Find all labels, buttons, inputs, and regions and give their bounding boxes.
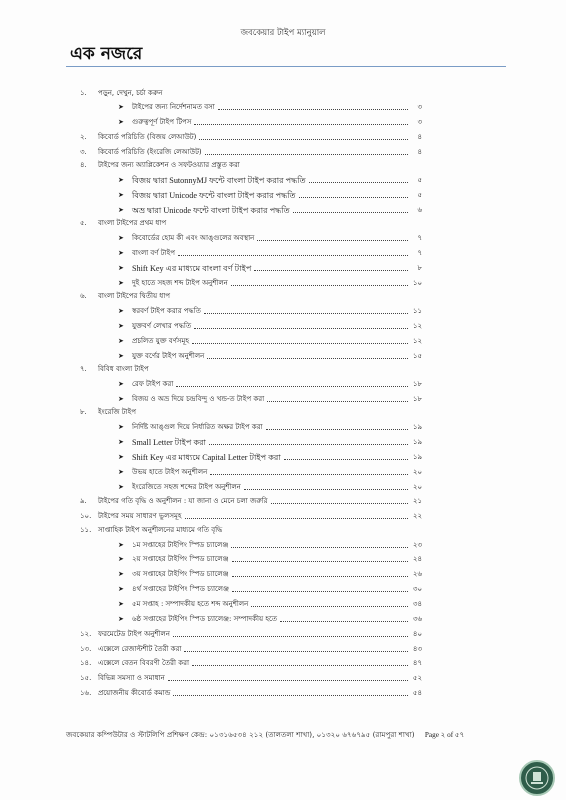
dot-leader bbox=[231, 284, 408, 286]
toc-section-label: পড়ুন, দেখুন, চর্চা করুন bbox=[98, 88, 163, 97]
toc-page-number: ৪ bbox=[417, 147, 422, 156]
toc-subitem-label: Small Letter টাইপ করা bbox=[132, 438, 207, 448]
arrow-bullet-icon: ➤ bbox=[118, 176, 124, 185]
toc-entry-label: প্রয়োজনীয় কীবোর্ড কমান্ড bbox=[98, 689, 171, 698]
dot-leader bbox=[184, 650, 408, 652]
toc-subitem-label: ইংরেজিতে সহজ শব্দের টাইপ অনুশীলন bbox=[132, 482, 241, 491]
toc-number: ৮. bbox=[80, 408, 87, 417]
dot-leader bbox=[293, 211, 408, 213]
toc-subitem bbox=[80, 273, 422, 288]
toc-page-number: ১০ bbox=[412, 278, 422, 287]
arrow-bullet-icon: ➤ bbox=[118, 423, 124, 432]
arrow-bullet-icon: ➤ bbox=[118, 249, 124, 258]
dot-leader bbox=[210, 473, 408, 475]
toc-section-heading bbox=[80, 361, 422, 375]
toc-entry bbox=[80, 639, 422, 654]
toc-page-number: ২১ bbox=[412, 497, 422, 506]
arrow-bullet-icon: ➤ bbox=[118, 555, 124, 564]
toc-subitem bbox=[80, 550, 422, 565]
toc-section-heading bbox=[80, 215, 422, 229]
toc-entry bbox=[80, 654, 422, 669]
toc-page-number: ৪ bbox=[417, 133, 422, 142]
toc-subitem bbox=[80, 594, 422, 609]
toc-section-label: বাংলা টাইপের দ্বিতীয় ধাপ bbox=[98, 292, 171, 301]
arrow-bullet-icon: ➤ bbox=[118, 585, 124, 594]
toc-subitem-label: যুক্ত বর্ণের টাইপ অনুশীলন bbox=[132, 351, 205, 360]
toc-page-number: ৬ bbox=[417, 205, 422, 214]
dot-leader bbox=[185, 517, 408, 519]
toc-number: ৫. bbox=[80, 219, 87, 228]
toc-subitem-label: বাংলা বর্ণ টাইপ bbox=[132, 249, 176, 258]
toc-page-number: ১৯ bbox=[412, 452, 422, 461]
toc-entry bbox=[80, 683, 422, 698]
toc-page-number: ৫ bbox=[417, 176, 422, 185]
dot-leader bbox=[254, 269, 408, 271]
toc-subitem bbox=[80, 228, 422, 243]
dot-leader bbox=[280, 620, 408, 622]
toc-page-number: ১২ bbox=[412, 336, 422, 345]
toc-number: ৩. bbox=[80, 147, 87, 156]
toc-subitem-label: যুক্তবর্ণ লেখার পদ্ধতি bbox=[132, 321, 192, 330]
toc-entry-label: কিবোর্ড পরিচিতি (ইংরেজি লেআউট) bbox=[98, 147, 202, 156]
toc-subitem-label: টাইপের জন্য নির্দেশনামত বসা bbox=[132, 103, 215, 112]
toc-section-label: টাইপের জন্য অ্যাপ্লিকেশন ও সফটওয়্যার প্রস্তুত করা bbox=[98, 161, 240, 170]
toc-subitem bbox=[80, 432, 422, 447]
toc-number: ১১. bbox=[80, 525, 92, 534]
toc-subitem bbox=[80, 564, 422, 579]
toc-page-number: ৪০ bbox=[412, 629, 422, 638]
arrow-bullet-icon: ➤ bbox=[118, 321, 124, 330]
arrow-bullet-icon: ➤ bbox=[118, 234, 124, 243]
toc-subitem bbox=[80, 316, 422, 331]
dot-leader bbox=[309, 181, 408, 183]
brand-logo-icon bbox=[519, 760, 555, 796]
toc-entry bbox=[80, 127, 422, 142]
toc-page-number: ১৯ bbox=[412, 438, 422, 447]
toc-number: ১৪. bbox=[80, 659, 92, 668]
toc-subitem bbox=[80, 374, 422, 389]
dot-leader bbox=[204, 312, 408, 314]
dot-leader bbox=[284, 458, 408, 460]
arrow-bullet-icon: ➤ bbox=[118, 599, 124, 608]
footer-contact: জবকেয়ার কম্পিউটার ও স্টাটলিপি প্রশিক্ষণ কেন্দ্র: ০১৩১৬৫৩৪ ২১২ (তালতলা শাখা), ০১৩২০ ৬৭৬৭৯৫ (রামপুরা শাখা) bbox=[66, 730, 415, 739]
arrow-bullet-icon: ➤ bbox=[118, 614, 124, 623]
arrow-bullet-icon: ➤ bbox=[118, 118, 124, 127]
toc-entry bbox=[80, 506, 422, 521]
page-title: এক নজরে bbox=[70, 44, 143, 64]
toc-page-number: ২৪ bbox=[412, 555, 422, 564]
toc-subitem bbox=[80, 170, 422, 185]
page-footer bbox=[66, 730, 516, 742]
toc-subitem-label: উভয় হাতে টাইপ অনুশীলন bbox=[132, 467, 208, 476]
toc-subitem-label: বিজয় ও অভ্র দিয়ে চন্দ্রবিন্দু ও খন্ড-ত টাইপ করা bbox=[132, 394, 265, 403]
arrow-bullet-icon: ➤ bbox=[118, 205, 124, 214]
title-underline bbox=[66, 66, 506, 67]
dot-leader bbox=[257, 239, 408, 241]
toc-page-number: ৪৭ bbox=[412, 659, 422, 668]
toc-page-number: ৮ bbox=[417, 263, 422, 272]
dot-leader bbox=[299, 196, 408, 198]
toc-entry-label: এক্সেলে রেজাল্টশীট তৈরী করা bbox=[98, 644, 182, 653]
toc-page-number: ২৩ bbox=[412, 540, 422, 549]
toc-subitem bbox=[80, 185, 422, 200]
toc-page-number: ৩৬ bbox=[412, 614, 422, 623]
toc-subitem-label: কিবোর্ডের হোম কী এবং আঙ্গুলের অবস্থান bbox=[132, 234, 255, 243]
toc-subitem bbox=[80, 112, 422, 127]
toc-entry bbox=[80, 142, 422, 157]
dot-leader bbox=[231, 546, 408, 548]
table-of-contents bbox=[80, 84, 422, 698]
arrow-bullet-icon: ➤ bbox=[118, 263, 124, 272]
toc-number: ১২. bbox=[80, 629, 92, 638]
arrow-bullet-icon: ➤ bbox=[118, 191, 124, 200]
toc-page-number: ৭ bbox=[417, 249, 422, 258]
dot-leader bbox=[218, 108, 408, 110]
dot-leader bbox=[205, 153, 408, 155]
toc-subitem-label: রেফ টাইপ করা bbox=[132, 380, 174, 388]
dot-leader bbox=[271, 502, 409, 504]
toc-subitem-label: নির্দিষ্ট আঙ্গুল দিয়ে নির্ধারিত অক্ষর টাইপ করা bbox=[132, 423, 263, 432]
toc-page-number: ১২ bbox=[412, 321, 422, 330]
toc-page-number: ১৯ bbox=[412, 423, 422, 432]
toc-page-number: ১১ bbox=[412, 307, 422, 316]
dot-leader bbox=[232, 590, 408, 592]
toc-entry bbox=[80, 668, 422, 683]
toc-page-number: ১৫ bbox=[412, 351, 422, 360]
toc-number: ৭. bbox=[80, 365, 87, 374]
dot-leader bbox=[176, 385, 408, 387]
toc-page-number: ৩ bbox=[417, 118, 422, 127]
toc-section-heading bbox=[80, 404, 422, 418]
toc-subitem bbox=[80, 477, 422, 492]
toc-number: ১. bbox=[80, 88, 87, 97]
arrow-bullet-icon: ➤ bbox=[118, 278, 124, 287]
toc-entry-label: কিবোর্ড পরিচিতি (বিজয় লেআউট) bbox=[98, 133, 197, 142]
toc-subitem-label: ৬ষ্ঠ সপ্তাহের টাইপিং স্পিড চ্যালেঞ্জ: সম্পাদকীয় হতে bbox=[132, 614, 278, 623]
arrow-bullet-icon: ➤ bbox=[118, 394, 124, 403]
toc-entry-label: এক্সেলে বেতন বিবরণী তৈরী করা bbox=[98, 659, 189, 668]
dot-leader bbox=[192, 342, 408, 344]
toc-page-number: ৭ bbox=[417, 234, 422, 243]
toc-subitem bbox=[80, 535, 422, 550]
toc-page-number: ৫৪ bbox=[412, 689, 422, 698]
dot-leader bbox=[168, 679, 408, 681]
dot-leader bbox=[173, 635, 408, 637]
toc-entry bbox=[80, 492, 422, 507]
toc-subitem-label: বিজয় দ্বারা Unicode ফন্টে বাংলা টাইপ করার পদ্ধতি bbox=[132, 191, 296, 201]
toc-subitem-label: ৪র্থ সপ্তাহের টাইপিং স্পিড চ্যালেঞ্জ bbox=[132, 585, 230, 594]
dot-leader bbox=[207, 357, 408, 359]
toc-subitem bbox=[80, 331, 422, 346]
toc-page-number: ২৬ bbox=[412, 570, 422, 579]
toc-subitem-label: Shift Key এর মাধ্যমে Capital Letter টাইপ করা bbox=[132, 452, 281, 462]
toc-section-heading bbox=[80, 288, 422, 302]
arrow-bullet-icon: ➤ bbox=[118, 570, 124, 579]
toc-subitem-label: ৩য় সপ্তাহের টাইপিং স্পিড চ্যালেঞ্জ bbox=[132, 570, 229, 579]
toc-entry-label: ফরমেটেড টাইপ অনুশীলন bbox=[98, 629, 170, 638]
toc-page-number: ৩০ bbox=[412, 585, 422, 594]
toc-number: ৪. bbox=[80, 161, 87, 170]
arrow-bullet-icon: ➤ bbox=[118, 103, 124, 112]
toc-subitem-label: স্বরবর্ণ টাইপ করার পদ্ধতি bbox=[132, 307, 201, 316]
dot-leader bbox=[209, 443, 408, 445]
toc-number: ১৬. bbox=[80, 689, 92, 698]
toc-subitem bbox=[80, 301, 422, 316]
page-number: Page ২ of ৫৭ bbox=[424, 731, 465, 739]
dot-leader bbox=[194, 123, 408, 125]
toc-page-number: ৫২ bbox=[412, 674, 422, 683]
toc-entry-label: টাইপের গতি বৃদ্ধি ও অনুশীলন : যা জানা ও মেনে চলা জরুরি bbox=[98, 497, 268, 506]
arrow-bullet-icon: ➤ bbox=[118, 307, 124, 316]
toc-page-number: ১৮ bbox=[412, 380, 422, 388]
toc-subitem bbox=[80, 346, 422, 361]
toc-subitem bbox=[80, 417, 422, 432]
toc-subitem bbox=[80, 200, 422, 215]
toc-subitem-label: দুই হাতে সহজ শব্দ টাইপ অনুশীলন bbox=[132, 278, 228, 287]
toc-page-number: ৪৩ bbox=[412, 644, 422, 653]
toc-subitem-label: অভ্র দ্বারা Unicode ফন্টে বাংলা টাইপ করার পদ্ধতি bbox=[132, 205, 290, 215]
toc-subitem-label: ৫ম সপ্তাহ : সম্পাদকীয় হতে শব্দ অনুশীলন bbox=[132, 599, 249, 608]
toc-entry bbox=[80, 624, 422, 639]
arrow-bullet-icon: ➤ bbox=[118, 540, 124, 549]
dot-leader bbox=[194, 327, 408, 329]
arrow-bullet-icon: ➤ bbox=[118, 351, 124, 360]
toc-subitem bbox=[80, 258, 422, 273]
toc-number: ১৩. bbox=[80, 644, 92, 653]
toc-section-label: ইংরেজি টাইপ bbox=[98, 408, 137, 417]
dot-leader bbox=[173, 694, 408, 696]
toc-subitem bbox=[80, 389, 422, 404]
toc-subitem bbox=[80, 609, 422, 624]
toc-section-label: সাপ্তাহিক টাইপ অনুশীলনের মাধ্যমে গতি বৃদ্ধি bbox=[98, 525, 223, 534]
dot-leader bbox=[267, 400, 408, 402]
toc-subitem bbox=[80, 98, 422, 113]
dot-leader bbox=[244, 488, 408, 490]
toc-number: ৯. bbox=[80, 497, 87, 506]
arrow-bullet-icon: ➤ bbox=[118, 467, 124, 476]
toc-section-heading bbox=[80, 157, 422, 171]
toc-page-number: ৩ bbox=[417, 103, 422, 112]
dot-leader bbox=[251, 605, 408, 607]
dot-leader bbox=[178, 254, 408, 256]
toc-subitem bbox=[80, 462, 422, 477]
toc-entry-label: বিভিন্ন সমস্যা ও সমাধান bbox=[98, 674, 165, 683]
toc-page-number: ১৮ bbox=[412, 394, 422, 403]
toc-number: ১০. bbox=[80, 512, 92, 521]
toc-subitem-label: Shift Key এর মাধ্যমে বাংলা বর্ণ টাইপ bbox=[132, 263, 252, 273]
toc-section-heading bbox=[80, 84, 422, 98]
running-header: জবকেয়ার টাইপ ম্যানুয়াল bbox=[240, 28, 326, 38]
dot-leader bbox=[192, 664, 408, 666]
toc-page-number: ৫ bbox=[417, 191, 422, 200]
dot-leader bbox=[232, 575, 408, 577]
toc-subitem-label: ২য় সপ্তাহের টাইপিং স্পিড চ্যালেঞ্জ bbox=[132, 555, 229, 564]
dot-leader bbox=[199, 138, 408, 140]
toc-page-number: ২০ bbox=[412, 482, 422, 491]
toc-section-label: বিবিধ বাংলা টাইপ bbox=[98, 365, 149, 374]
toc-page-number: ৩৪ bbox=[412, 599, 422, 608]
dot-leader bbox=[232, 560, 408, 562]
arrow-bullet-icon: ➤ bbox=[118, 452, 124, 461]
toc-subitem bbox=[80, 243, 422, 258]
toc-number: ৬. bbox=[80, 292, 87, 301]
toc-subitem bbox=[80, 579, 422, 594]
toc-subitem-label: বিজয় দ্বারা SutonnyMJ ফন্টে বাংলা টাইপ করার পদ্ধতি bbox=[132, 176, 306, 186]
toc-page-number: ২০ bbox=[412, 467, 422, 476]
toc-subitem-label: প্রচলিত যুক্ত বর্ণসমূহ bbox=[132, 336, 190, 345]
toc-section-heading bbox=[80, 521, 422, 535]
toc-page-number: ২২ bbox=[412, 512, 422, 521]
toc-number: ১৫. bbox=[80, 674, 92, 683]
arrow-bullet-icon: ➤ bbox=[118, 336, 124, 345]
toc-subitem bbox=[80, 447, 422, 462]
toc-subitem-label: গুরুত্বপূর্ণ টাইপ টিপস bbox=[132, 118, 192, 127]
dot-leader bbox=[266, 428, 408, 430]
arrow-bullet-icon: ➤ bbox=[118, 482, 124, 491]
arrow-bullet-icon: ➤ bbox=[118, 438, 124, 447]
arrow-bullet-icon: ➤ bbox=[118, 380, 124, 388]
toc-subitem-label: ১ম সপ্তাহের টাইপিং স্পিড চ্যালেঞ্জ bbox=[132, 540, 229, 549]
toc-section-label: বাংলা টাইপের প্রথম ধাপ bbox=[98, 219, 167, 228]
toc-number: ২. bbox=[80, 133, 87, 142]
toc-entry-label: টাইপের সময় সাধারণ ভুলসমূহ bbox=[98, 512, 182, 521]
